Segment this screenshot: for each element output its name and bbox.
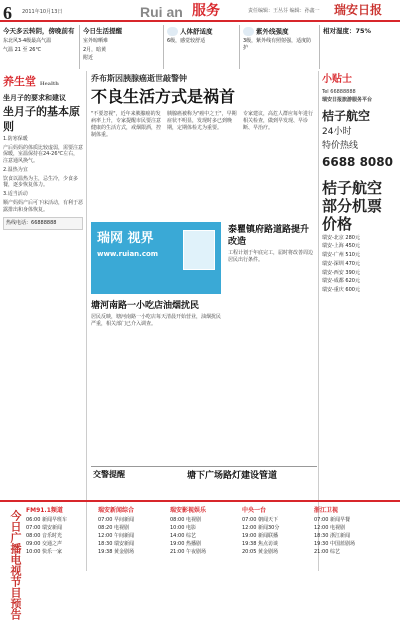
airline-name: 桔子航空 <box>322 109 371 123</box>
tv-section-title: 今日广播电视节目预告 <box>9 510 22 620</box>
program-item: 08:00 电视剧 <box>170 516 201 523</box>
snack-article <box>91 298 223 448</box>
lead-col-2: 胰腺癌被称为"癌中之王"，早期症状不明显，发现时多已到晚期，定期体检尤为重要。 <box>167 111 237 131</box>
comfort-icon <box>167 27 178 36</box>
health-article-title: 坐月子的基本原则 <box>3 105 80 133</box>
ad-url[interactable]: www.ruian.com <box>97 250 159 258</box>
weather-title: 今天多云转阴，傍晚前有 <box>3 27 75 35</box>
weather-forecast <box>0 25 80 69</box>
fare-item: 瑞安-重庆 600元 <box>322 287 360 294</box>
channel-name: FM91.1频道 <box>26 507 63 514</box>
hotline-label: 热线电话： <box>6 220 32 227</box>
program-item: 14:00 综艺 <box>170 532 196 539</box>
snack-title: 塘河南路一小吃店油烟扰民 <box>91 301 200 311</box>
program-item: 08:20 电视剧 <box>98 524 129 531</box>
fare-item: 瑞安-北京 280元 <box>322 234 360 241</box>
program-item: 06:00 新闻早班车 <box>26 516 67 523</box>
fare-item: 瑞安-深圳 470元 <box>322 260 360 267</box>
traffic-reminder-title: 交警提醒 <box>93 470 125 479</box>
program-item: 21:00 午夜剧场 <box>170 548 206 555</box>
health-section-sub: Health <box>39 81 59 87</box>
page-number: 6 <box>3 3 12 23</box>
health-column-head: 坐月子的要求和建议 <box>3 93 66 102</box>
humidity-value: 相对湿度：75% <box>323 27 372 35</box>
tips-phone: Tel 66888888 <box>322 88 356 95</box>
uv-value: 3级，紫外线有照射强，适度防护 <box>243 38 312 52</box>
health-para: 产后妈妈的体质比较虚弱，需要注意保暖，室温保持在24-26℃左右，注意通风换气。 <box>3 144 84 165</box>
comfort-value: 6级，感觉较舒适 <box>167 38 206 45</box>
program-item: 19:38 焦点访谈 <box>242 540 278 547</box>
airline-hotline: 6688 8080 <box>322 155 393 170</box>
fare-item: 瑞安-广州 510元 <box>322 252 360 259</box>
ad-screen-icon <box>183 230 215 270</box>
program-item: 19:38 黄金剧场 <box>98 548 134 555</box>
tv-channel <box>170 506 236 556</box>
section-title: 服务 <box>192 3 220 19</box>
editor-line: 责任编辑：王丛芬 编辑：孙鑫一 <box>248 8 320 14</box>
channel-name: 瑞安影视娱乐 <box>170 507 207 514</box>
comfort-title: 人体舒适度 <box>180 27 213 36</box>
hotline-box <box>3 217 83 230</box>
program-item: 19:00 热播剧 <box>170 540 201 547</box>
road-title: 泰瞿镇府路道路提升改造 <box>228 225 310 248</box>
weather-line3: 气温 21 至 26℃ <box>3 46 42 53</box>
slogan-line-1: 桔子航空 <box>322 178 383 197</box>
weather-line2: 东北风3-4级最高气温 <box>3 37 52 44</box>
tips-line3: 2月，暗黄 <box>83 46 107 53</box>
travel-notice: 瑞安日报旅游服务平台 <box>322 97 373 104</box>
lead-headline: 不良生活方式是祸首 <box>91 86 236 106</box>
tv-channel <box>26 506 92 556</box>
lead-kicker: 乔布斯因胰腺癌逝世敲警钟 <box>91 73 187 83</box>
streetlight-title: 塘下广场路灯建设管道 <box>187 471 278 481</box>
health-para: 饮食以温热为主，忌生冷，少食多餐，逐步恢复体力。 <box>3 175 79 189</box>
bottom-headlines <box>91 466 317 486</box>
tv-channel <box>242 506 308 556</box>
lead-article <box>91 71 315 221</box>
lead-col-3: 专家建议，高危人群应每年进行相关检查，做到早发现、早诊断、早治疗。 <box>243 111 314 131</box>
ruian-net-ad[interactable] <box>91 222 221 294</box>
uv-icon <box>243 27 254 36</box>
ad-title: 瑞网 视界 <box>97 231 154 246</box>
slogan-line-2: 部分机票 <box>322 196 383 215</box>
health-column <box>0 71 87 571</box>
program-item: 07:00 朝闻天下 <box>242 516 278 523</box>
program-item: 18:30 瑞安新闻 <box>98 540 134 547</box>
tips-line4: 附近 <box>83 55 94 62</box>
road-article <box>226 222 316 402</box>
snack-body: 居民反映，塘河南路一小吃店每天清晨开始营业，油烟扰民严重，相关部门已介入调查。 <box>91 314 222 327</box>
uv-title: 紫外线强度 <box>256 27 289 36</box>
program-item: 19:00 新闻联播 <box>242 532 278 539</box>
lead-col-1: "不要忽视"，近年来胰腺癌的发病率上升，专家提醒市民要注意健康的生活方式，戒烟限酒，控制体重。 <box>91 111 162 138</box>
health-section-title: 养生堂 <box>3 75 36 88</box>
tips-brand: 小贴士 <box>322 74 352 85</box>
health-para: 2.温热为宜 <box>3 166 28 173</box>
program-item: 07:00 早间新闻 <box>98 516 134 523</box>
page-date: 2011年10月13日 <box>22 9 63 15</box>
comfort-index <box>164 25 240 69</box>
health-para: 顺产妈妈产后可下床活动，有利于恶露排出和身体恢复。 <box>3 199 84 213</box>
life-tips <box>80 25 164 69</box>
program-item: 19:30 中国蓝剧场 <box>314 540 355 547</box>
newspaper-logo: 瑞安日报 <box>334 3 383 17</box>
slogan-line-3: 价格 <box>322 214 353 233</box>
page-header <box>0 0 400 22</box>
channel-name: 中央一台 <box>242 507 267 514</box>
program-item: 21:00 综艺 <box>314 548 340 555</box>
program-item: 18:30 浙江新闻 <box>314 532 350 539</box>
program-item: 07:00 新闻早餐 <box>314 516 350 523</box>
program-item: 10:00 快乐一家 <box>26 548 62 555</box>
tv-channel <box>314 506 380 556</box>
fare-item: 瑞安-成都 620元 <box>322 278 360 285</box>
tips-line2: 室外晾晒难 <box>83 37 109 44</box>
program-item: 12:00 午间新闻 <box>98 532 134 539</box>
program-item: 12:00 新闻30分 <box>242 524 280 531</box>
tips-column <box>318 71 400 571</box>
channel-name: 浙江卫视 <box>314 507 339 514</box>
humidity <box>320 25 400 69</box>
program-item: 12:00 电视剧 <box>314 524 345 531</box>
section-latin: Rui an <box>140 4 183 20</box>
uv-index <box>240 25 320 69</box>
airline-hours: 24小时 <box>322 127 352 138</box>
program-item: 20:05 黄金剧场 <box>242 548 278 555</box>
program-item: 08:00 音乐时光 <box>26 532 62 539</box>
road-body: 工程计划于年底完工，届时将改善周边居民出行条件。 <box>228 250 314 264</box>
tips-title: 今日生活提醒 <box>83 27 122 35</box>
fare-item: 瑞安-西安 390元 <box>322 269 360 276</box>
channel-name: 瑞安新闻综合 <box>98 507 135 514</box>
program-item: 07:00 瑞安新闻 <box>26 524 62 531</box>
tv-channel <box>98 506 164 556</box>
fare-item: 瑞安-上海 450元 <box>322 243 360 250</box>
health-para: 3.适当活动 <box>3 191 28 198</box>
tv-listings <box>0 500 400 641</box>
program-item: 10:00 电影 <box>170 524 196 531</box>
airline-hotline-label: 特价热线 <box>322 141 359 152</box>
hotline-number: 66888888 <box>31 220 57 227</box>
program-item: 09:00 交通之声 <box>26 540 62 547</box>
health-para: 1.防寒保暖 <box>3 135 28 142</box>
